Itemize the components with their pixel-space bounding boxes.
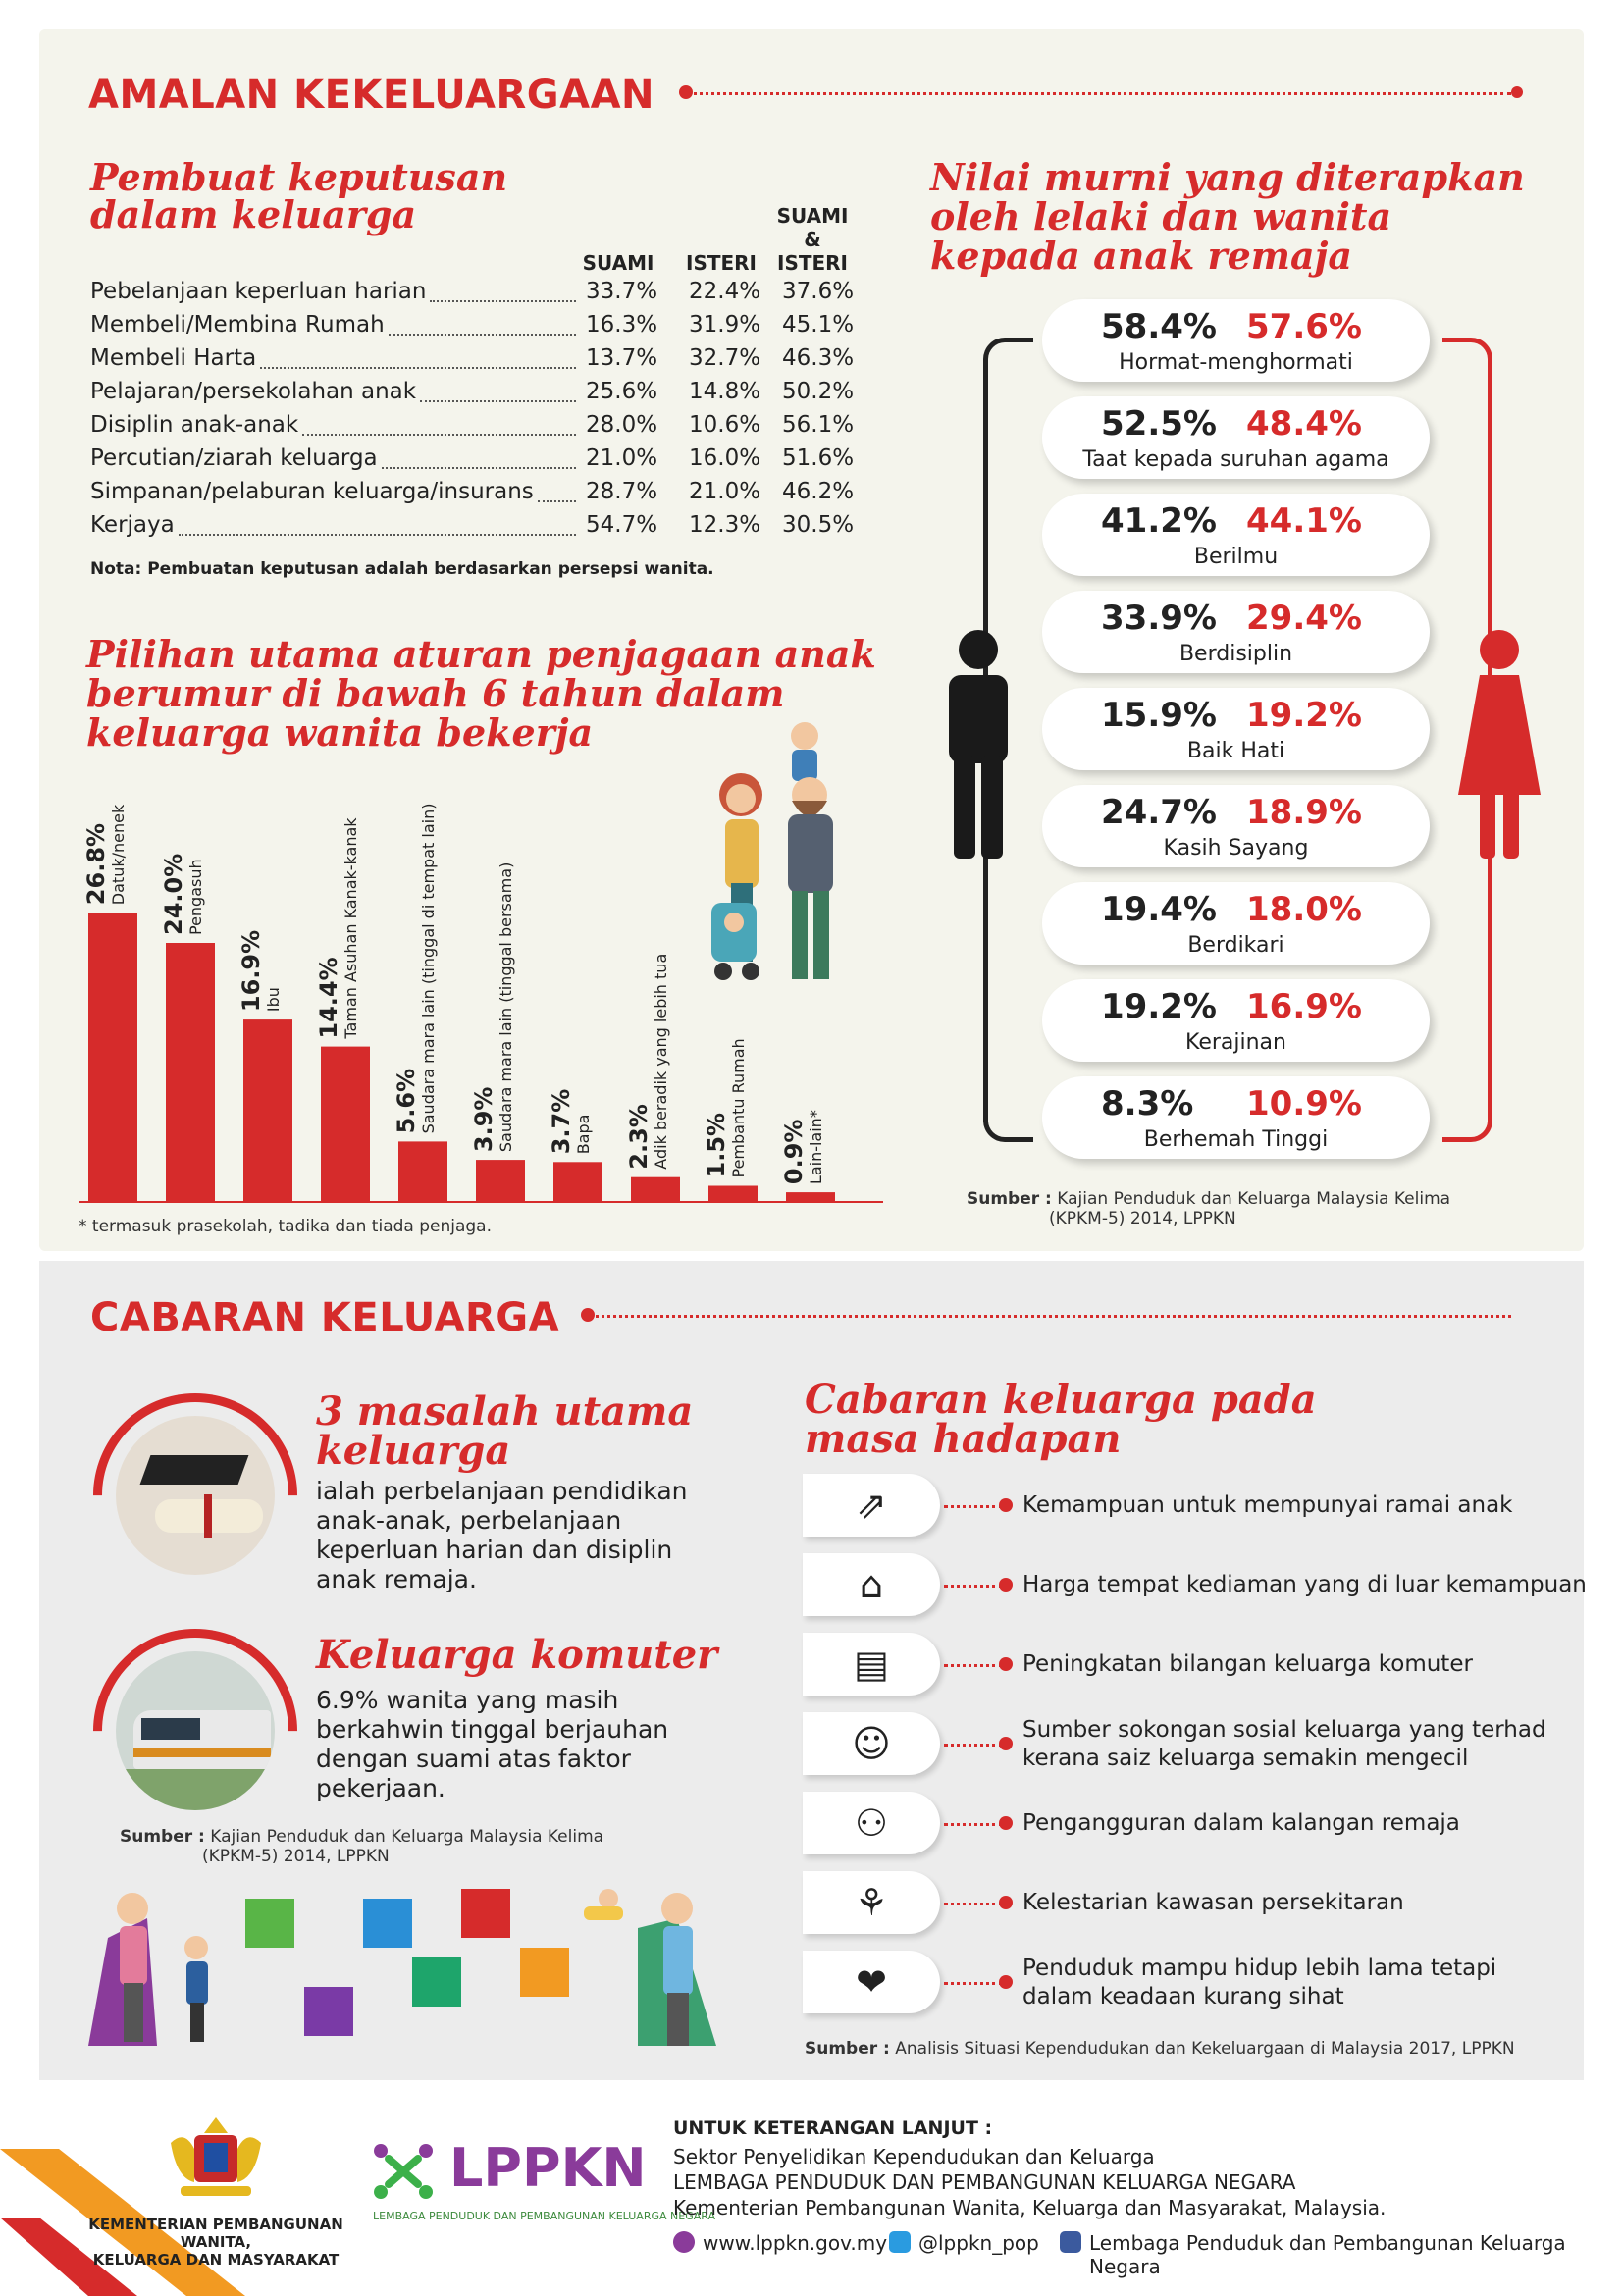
childcare-bar bbox=[88, 913, 137, 1202]
decision-row bbox=[90, 279, 895, 308]
challenge-leader bbox=[944, 1982, 1003, 1985]
col-header-both: SUAMI & ISTERI bbox=[776, 204, 849, 275]
info-title: UNTUK KETERANGAN LANJUT : bbox=[673, 2117, 993, 2139]
value-male-percent: 24.7% bbox=[1101, 793, 1217, 832]
commuter-title: Keluarga komuter bbox=[316, 1632, 718, 1678]
family-illustration bbox=[702, 716, 859, 1001]
childcare-value-label: 5.6% bbox=[393, 1068, 420, 1134]
title-divider-dot bbox=[679, 85, 693, 99]
col-header-isteri: ISTERI bbox=[686, 251, 757, 275]
ministry-name: KEMENTERIAN PEMBANGUNAN WANITA, KELUARGA DAN MASYARAKAT bbox=[88, 2216, 343, 2269]
challenge-text: Sumber sokongan sosial keluarga yang terhad kerana saiz keluarga semakin mengecil bbox=[1022, 1717, 1546, 1771]
decision-row bbox=[90, 379, 895, 408]
decision-row-label: Kerjaya bbox=[90, 512, 175, 538]
graduation-image bbox=[116, 1416, 275, 1575]
challenge-leader bbox=[944, 1664, 1003, 1667]
challenge-leader bbox=[944, 1505, 1003, 1508]
decision-cell: 14.8% bbox=[689, 379, 761, 404]
commuter-source: Sumber : Kajian Penduduk dan Keluarga Malaysia Kelima (KPKM-5) 2014, LPPKN bbox=[120, 1827, 604, 1866]
value-label: Berdisiplin bbox=[1178, 642, 1293, 666]
value-female-percent: 48.4% bbox=[1246, 404, 1362, 444]
decision-row-label: Membeli/Membina Rumah bbox=[90, 312, 385, 338]
coat-of-arms-logo bbox=[157, 2110, 275, 2208]
problems-body: ialah perbelanjaan pendidikan anak-anak, perbelanjaan keperluan harian dan disiplin anak remaja. bbox=[316, 1477, 688, 1593]
challenge-icon-box bbox=[803, 1474, 940, 1537]
childcare-footnote: * termasuk prasekolah, tadika dan tiada penjaga. bbox=[79, 1217, 492, 1236]
decision-row-label: Membeli Harta bbox=[90, 345, 257, 371]
childcare-bar bbox=[553, 1162, 602, 1202]
value-male-percent: 58.4% bbox=[1101, 307, 1217, 346]
values-source: Sumber : Kajian Penduduk dan Keluarga Malaysia Kelima (KPKM-5) 2014, LPPKN bbox=[967, 1189, 1451, 1228]
decision-cell: 31.9% bbox=[689, 312, 761, 338]
decision-cell: 30.5% bbox=[782, 512, 855, 538]
value-pill bbox=[1042, 396, 1430, 479]
challenge-bullet bbox=[999, 1975, 1013, 1989]
decision-cell: 45.1% bbox=[782, 312, 855, 338]
challenge-bullet bbox=[999, 1816, 1013, 1830]
values-title-l2: oleh lelaki dan wanita bbox=[930, 194, 1392, 238]
decision-cell: 33.7% bbox=[586, 279, 658, 304]
decision-row bbox=[90, 445, 895, 475]
value-female-percent: 57.6% bbox=[1246, 307, 1362, 346]
value-female-percent: 29.4% bbox=[1246, 599, 1362, 638]
decision-cell: 21.0% bbox=[586, 445, 658, 471]
male-icon bbox=[934, 628, 1022, 863]
decision-cell: 28.7% bbox=[586, 479, 658, 504]
challenge-icon-box bbox=[803, 1633, 940, 1696]
childcare-value-label: 26.8% bbox=[82, 822, 110, 906]
childcare-value-label: 2.3% bbox=[625, 1104, 653, 1170]
challenge-icon-box bbox=[803, 1712, 940, 1775]
leader-dots bbox=[382, 467, 576, 469]
decision-cell: 28.0% bbox=[586, 412, 658, 438]
section-title-amalan: AMALAN KEKELUARGAAN bbox=[88, 73, 654, 118]
childcare-title-l2: berumur di bawah 6 tahun dalam bbox=[86, 671, 785, 715]
decision-cell: 12.3% bbox=[689, 512, 761, 538]
twitter-icon bbox=[889, 2231, 911, 2253]
decision-cell: 46.3% bbox=[782, 345, 855, 371]
facebook-link[interactable]: Lembaga Penduduk dan Pembangunan Keluarga Negara bbox=[1089, 2231, 1566, 2278]
challenge-text: Harga tempat kediaman yang di luar kemampuan bbox=[1022, 1572, 1587, 1597]
value-pill bbox=[1042, 299, 1430, 382]
challenge-bullet bbox=[999, 1657, 1013, 1671]
title-divider-2-dot bbox=[581, 1308, 595, 1322]
challenge-bullet bbox=[999, 1578, 1013, 1592]
leader-dots bbox=[538, 500, 576, 502]
childcare-value-label: 14.4% bbox=[315, 957, 342, 1039]
challenge-text: Kemampuan untuk mempunyai ramai anak bbox=[1022, 1492, 1513, 1518]
childcare-bar bbox=[243, 1019, 292, 1202]
future-title-l2: masa hadapan bbox=[805, 1416, 1122, 1462]
challenge-text: Penduduk mampu hidup lebih lama tetapi dalam keadaan kurang sihat bbox=[1022, 1956, 1497, 2009]
decision-title-l1: Pembuat keputusan bbox=[90, 155, 508, 199]
female-icon bbox=[1450, 628, 1548, 863]
decision-cell: 16.3% bbox=[586, 312, 658, 338]
title-divider-end-dot bbox=[1511, 86, 1523, 98]
childcare-value-label: 0.9% bbox=[780, 1119, 808, 1185]
value-label: Berdikari bbox=[1187, 933, 1284, 958]
lppkn-logo-icon bbox=[369, 2137, 438, 2206]
problems-title-l1: 3 masalah utama bbox=[316, 1388, 694, 1435]
decision-title-l2: dalam keluarga bbox=[90, 192, 417, 236]
lppkn-subtitle: LEMBAGA PENDUDUK DAN PEMBANGUNAN KELUARGA NEGARA bbox=[373, 2210, 715, 2222]
info-line-2: LEMBAGA PENDUDUK DAN PEMBANGUNAN KELUARGA NEGARA bbox=[673, 2170, 1296, 2194]
leader-dots bbox=[260, 367, 576, 369]
value-female-percent: 18.0% bbox=[1246, 890, 1362, 929]
challenge-bullet bbox=[999, 1498, 1013, 1512]
youth-icon: ⚇ bbox=[854, 1801, 889, 1845]
childcare-title-l1: Pilihan utama aturan penjagaan anak bbox=[86, 632, 876, 676]
value-pill bbox=[1042, 591, 1430, 673]
value-pill bbox=[1042, 1076, 1430, 1159]
childcare-value-label: 24.0% bbox=[160, 853, 187, 935]
leader-dots bbox=[420, 400, 576, 402]
decision-cell: 13.7% bbox=[586, 345, 658, 371]
childcare-bar bbox=[708, 1186, 758, 1203]
childcare-bar bbox=[166, 943, 215, 1202]
decision-cell: 22.4% bbox=[689, 279, 761, 304]
leader-dots bbox=[302, 434, 576, 436]
decision-row bbox=[90, 512, 895, 542]
decision-row bbox=[90, 479, 895, 508]
childcare-value-label: 3.9% bbox=[470, 1086, 497, 1153]
leader-dots bbox=[389, 334, 576, 336]
childcare-category-label: Adik beradik yang lebih tua bbox=[652, 953, 670, 1170]
value-male-percent: 19.2% bbox=[1101, 987, 1217, 1026]
challenge-text: Kelestarian kawasan persekitaran bbox=[1022, 1890, 1404, 1915]
value-female-percent: 19.2% bbox=[1246, 696, 1362, 735]
challenge-leader bbox=[944, 1585, 1003, 1588]
environment-icon: ⚘ bbox=[854, 1881, 889, 1924]
childcare-value-label: 1.5% bbox=[703, 1112, 730, 1178]
challenge-leader bbox=[944, 1823, 1003, 1826]
decision-cell: 37.6% bbox=[782, 279, 855, 304]
decision-row bbox=[90, 312, 895, 341]
web-icon bbox=[673, 2231, 695, 2253]
childcare-bar bbox=[476, 1160, 525, 1202]
commuter-body: 6.9% wanita yang masih berkahwin tinggal berjauhan dengan suami atas faktor pekerjaan. bbox=[316, 1686, 669, 1802]
family-puzzle-illustration bbox=[88, 1879, 775, 2065]
childcare-value-label: 3.7% bbox=[548, 1088, 575, 1155]
decision-row-label: Percutian/ziarah keluarga bbox=[90, 445, 378, 471]
decision-note: Nota: Pembuatan keputusan adalah berdasarkan persepsi wanita. bbox=[90, 559, 714, 579]
value-label: Kerajinan bbox=[1185, 1030, 1286, 1055]
col-header-suami: SUAMI bbox=[582, 251, 654, 275]
decision-cell: 46.2% bbox=[782, 479, 855, 504]
decision-cell: 54.7% bbox=[586, 512, 658, 538]
value-male-percent: 41.2% bbox=[1101, 501, 1217, 541]
problems-title-l2: keluarga bbox=[316, 1428, 511, 1474]
childcare-bar bbox=[631, 1177, 680, 1202]
lppkn-logo-text: LPPKN bbox=[449, 2137, 647, 2199]
values-title-l1: Nilai murni yang diterapkan bbox=[930, 155, 1525, 199]
value-label: Kasih Sayang bbox=[1163, 836, 1309, 861]
train-icon: ▤ bbox=[854, 1643, 889, 1686]
challenge-text: Peningkatan bilangan keluarga komuter bbox=[1022, 1651, 1473, 1677]
decision-cell: 25.6% bbox=[586, 379, 658, 404]
childcare-bar bbox=[786, 1192, 835, 1202]
decision-cell: 10.6% bbox=[689, 412, 761, 438]
value-pill bbox=[1042, 785, 1430, 867]
challenge-bullet bbox=[999, 1896, 1013, 1909]
decision-table bbox=[90, 279, 895, 544]
childcare-value-label: 16.9% bbox=[237, 929, 265, 1013]
value-male-percent: 19.4% bbox=[1101, 890, 1217, 929]
childcare-category-label: Pembantu Rumah bbox=[729, 1038, 748, 1178]
web-link[interactable]: www.lppkn.gov.my bbox=[703, 2231, 888, 2255]
value-male-percent: 15.9% bbox=[1101, 696, 1217, 735]
info-line-1: Sektor Penyelidikan Kependudukan dan Keluarga bbox=[673, 2145, 1155, 2168]
family-icon: ☺ bbox=[852, 1722, 891, 1765]
childcare-category-label: Bapa bbox=[574, 1114, 593, 1155]
value-label: Baik Hati bbox=[1186, 739, 1285, 763]
value-female-percent: 44.1% bbox=[1246, 501, 1362, 541]
decision-row-label: Simpanan/pelaburan keluarga/insurans bbox=[90, 479, 534, 504]
childcare-bar bbox=[398, 1141, 447, 1202]
value-male-percent: 52.5% bbox=[1101, 404, 1217, 444]
value-male-percent: 33.9% bbox=[1101, 599, 1217, 638]
decision-cell: 51.6% bbox=[782, 445, 855, 471]
decision-row bbox=[90, 412, 895, 442]
house-icon: ⌂ bbox=[859, 1563, 884, 1606]
values-title-l3: kepada anak remaja bbox=[930, 234, 1352, 278]
decision-cell: 16.0% bbox=[689, 445, 761, 471]
childcare-category-label: Saudara mara lain (tinggal di tempat lain) bbox=[419, 803, 438, 1134]
decision-row bbox=[90, 345, 895, 375]
challenge-leader bbox=[944, 1903, 1003, 1905]
challenge-icon-box bbox=[803, 1792, 940, 1854]
decision-row-label: Pebelanjaan keperluan harian bbox=[90, 279, 427, 304]
section-title-cabaran: CABARAN KELUARGA bbox=[90, 1295, 560, 1340]
value-label: Berhemah Tinggi bbox=[1143, 1127, 1329, 1152]
info-line-3: Kementerian Pembangunan Wanita, Keluarga dan Masyarakat, Malaysia. bbox=[673, 2196, 1387, 2219]
childcare-category-label: Pengasuh bbox=[186, 859, 205, 935]
challenge-icon-box bbox=[803, 1871, 940, 1934]
decision-cell: 21.0% bbox=[689, 479, 761, 504]
childcare-title-l3: keluarga wanita bekerja bbox=[86, 710, 594, 755]
value-pill bbox=[1042, 494, 1430, 576]
challenge-icon-box bbox=[803, 1553, 940, 1616]
childcare-bar bbox=[321, 1047, 370, 1202]
decision-row-label: Disiplin anak-anak bbox=[90, 412, 299, 438]
challenge-bullet bbox=[999, 1737, 1013, 1750]
childcare-category-label: Saudara mara lain (tinggal bersama) bbox=[497, 861, 515, 1153]
value-female-percent: 16.9% bbox=[1246, 987, 1362, 1026]
decision-cell: 50.2% bbox=[782, 379, 855, 404]
money-chart-icon: ⇗ bbox=[856, 1484, 887, 1527]
childcare-category-label: Taman Asuhan Kanak-kanak bbox=[341, 817, 360, 1039]
value-label: Berilmu bbox=[1193, 545, 1279, 569]
facebook-icon bbox=[1060, 2231, 1081, 2253]
value-female-percent: 18.9% bbox=[1246, 793, 1362, 832]
title-divider bbox=[687, 92, 1511, 95]
challenge-text: Pengangguran dalam kalangan remaja bbox=[1022, 1810, 1460, 1836]
train-image bbox=[116, 1651, 275, 1810]
value-female-percent: 10.9% bbox=[1246, 1084, 1362, 1123]
decision-cell: 56.1% bbox=[782, 412, 855, 438]
value-pill bbox=[1042, 688, 1430, 770]
elderly-care-icon: ❤ bbox=[856, 1960, 887, 2004]
childcare-category-label: Ibu bbox=[264, 987, 283, 1013]
value-male-percent: 8.3% bbox=[1101, 1084, 1194, 1123]
childcare-category-label: Lain-lain* bbox=[807, 1110, 825, 1185]
future-title-l1: Cabaran keluarga pada bbox=[805, 1377, 1317, 1423]
twitter-link[interactable]: @lppkn_pop bbox=[918, 2231, 1039, 2255]
leader-dots bbox=[179, 534, 576, 536]
future-source: Sumber : Analisis Situasi Kependudukan dan Kekeluargaan di Malaysia 2017, LPPKN bbox=[805, 2039, 1515, 2059]
value-label: Taat kepada suruhan agama bbox=[1082, 447, 1389, 472]
value-pill bbox=[1042, 882, 1430, 965]
value-label: Hormat-menghormati bbox=[1119, 350, 1353, 375]
value-pill bbox=[1042, 979, 1430, 1062]
leader-dots bbox=[430, 300, 576, 302]
challenge-leader bbox=[944, 1744, 1003, 1747]
decision-row-label: Pelajaran/persekolahan anak bbox=[90, 379, 417, 404]
decision-cell: 32.7% bbox=[689, 345, 761, 371]
childcare-category-label: Datuk/nenek bbox=[109, 804, 128, 906]
challenge-icon-box bbox=[803, 1951, 940, 2013]
title-divider-2 bbox=[589, 1315, 1511, 1318]
